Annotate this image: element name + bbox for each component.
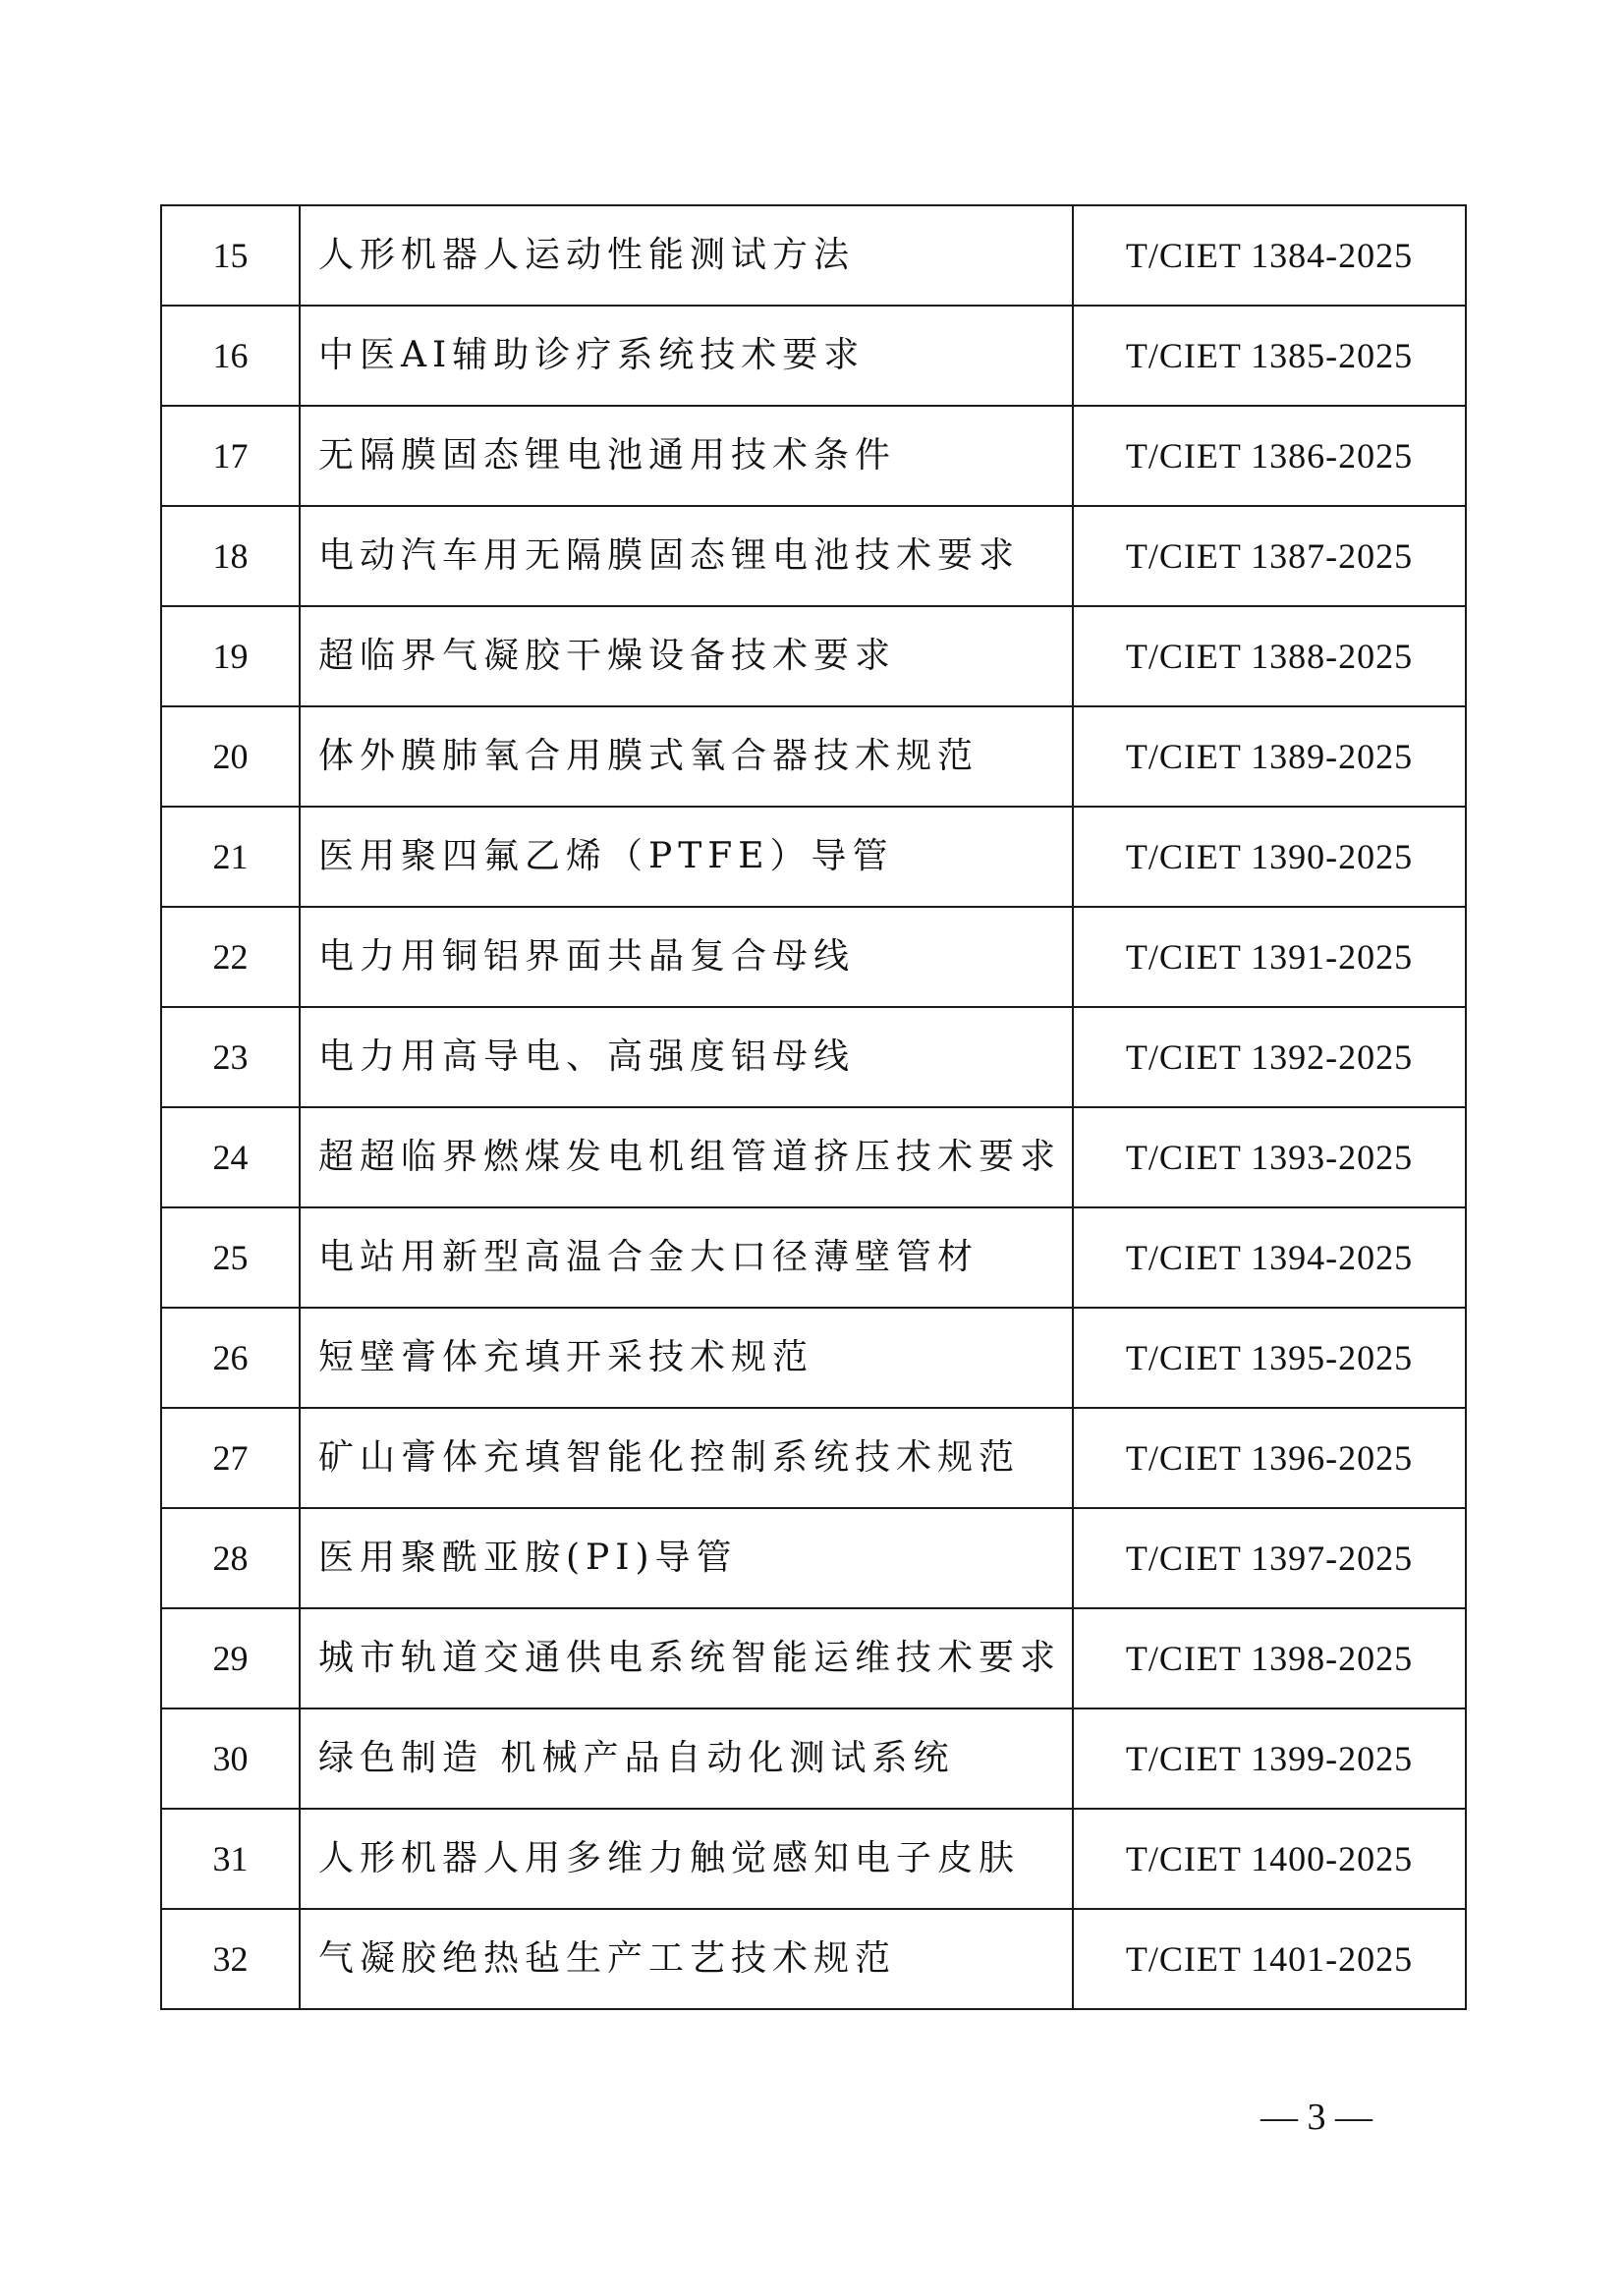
row-number-cell: 28 [161,1508,300,1608]
row-number-cell: 17 [161,406,300,506]
table-row [161,807,1466,907]
row-number-cell: 30 [161,1708,300,1809]
page-number: — 3 — [1260,2097,1372,2138]
standard-name-cell: 短壁膏体充填开采技术规范 [300,1308,1073,1408]
table-row [161,205,1466,306]
table-row [161,1809,1466,1909]
row-number-cell: 18 [161,506,300,606]
standard-name-cell: 电力用高导电、高强度铝母线 [300,1007,1073,1107]
row-number-cell: 21 [161,807,300,907]
standard-name-cell: 绿色制造 机械产品自动化测试系统 [300,1708,1073,1809]
standard-name-cell: 气凝胶绝热毡生产工艺技术规范 [300,1909,1073,2009]
standard-code-cell: T/CIET 1393-2025 [1073,1107,1466,1207]
standard-code-cell: T/CIET 1398-2025 [1073,1608,1466,1708]
table-row [161,1909,1466,2009]
row-number-cell: 29 [161,1608,300,1708]
table-row [161,1408,1466,1508]
table-row [161,506,1466,606]
row-number-cell: 26 [161,1308,300,1408]
row-number-cell: 25 [161,1207,300,1308]
standard-name-cell: 体外膜肺氧合用膜式氧合器技术规范 [300,706,1073,807]
row-number-cell: 23 [161,1007,300,1107]
table-row [161,306,1466,406]
row-number-cell: 27 [161,1408,300,1508]
standard-name-cell: 中医AI辅助诊疗系统技术要求 [300,306,1073,406]
standard-name-cell: 医用聚四氟乙烯（PTFE）导管 [300,807,1073,907]
standard-code-cell: T/CIET 1389-2025 [1073,706,1466,807]
standard-code-cell: T/CIET 1390-2025 [1073,807,1466,907]
standard-name-cell: 超超临界燃煤发电机组管道挤压技术要求 [300,1107,1073,1207]
standard-name-cell: 电站用新型高温合金大口径薄壁管材 [300,1207,1073,1308]
standard-name-cell: 人形机器人运动性能测试方法 [300,205,1073,306]
row-number-cell: 19 [161,606,300,706]
row-number-cell: 22 [161,907,300,1007]
standard-name-cell: 电动汽车用无隔膜固态锂电池技术要求 [300,506,1073,606]
standard-code-cell: T/CIET 1394-2025 [1073,1207,1466,1308]
standard-code-cell: T/CIET 1399-2025 [1073,1708,1466,1809]
standard-code-cell: T/CIET 1400-2025 [1073,1809,1466,1909]
row-number-cell: 20 [161,706,300,807]
table-row [161,1107,1466,1207]
table-row [161,1308,1466,1408]
row-number-cell: 15 [161,205,300,306]
standard-name-cell: 超临界气凝胶干燥设备技术要求 [300,606,1073,706]
table-row [161,1207,1466,1308]
standard-code-cell: T/CIET 1386-2025 [1073,406,1466,506]
standard-code-cell: T/CIET 1391-2025 [1073,907,1466,1007]
standard-name-cell: 无隔膜固态锂电池通用技术条件 [300,406,1073,506]
table-row [161,1508,1466,1608]
row-number-cell: 16 [161,306,300,406]
standard-code-cell: T/CIET 1392-2025 [1073,1007,1466,1107]
standard-name-cell: 医用聚酰亚胺(PI)导管 [300,1508,1073,1608]
standard-code-cell: T/CIET 1385-2025 [1073,306,1466,406]
standard-name-cell: 人形机器人用多维力触觉感知电子皮肤 [300,1809,1073,1909]
standard-code-cell: T/CIET 1387-2025 [1073,506,1466,606]
standard-code-cell: T/CIET 1396-2025 [1073,1408,1466,1508]
standard-code-cell: T/CIET 1397-2025 [1073,1508,1466,1608]
standard-code-cell: T/CIET 1384-2025 [1073,205,1466,306]
table-row [161,907,1466,1007]
standard-code-cell: T/CIET 1401-2025 [1073,1909,1466,2009]
row-number-cell: 24 [161,1107,300,1207]
row-number-cell: 32 [161,1909,300,2009]
table-row [161,706,1466,807]
table-row [161,606,1466,706]
row-number-cell: 31 [161,1809,300,1909]
standards-table-body [161,205,1466,2009]
standard-code-cell: T/CIET 1388-2025 [1073,606,1466,706]
standard-name-cell: 矿山膏体充填智能化控制系统技术规范 [300,1408,1073,1508]
table-row [161,1708,1466,1809]
standards-table [160,204,1467,2010]
standard-name-cell: 城市轨道交通供电系统智能运维技术要求 [300,1608,1073,1708]
table-row [161,1007,1466,1107]
table-row [161,406,1466,506]
standard-name-cell: 电力用铜铝界面共晶复合母线 [300,907,1073,1007]
table-row [161,1608,1466,1708]
standard-code-cell: T/CIET 1395-2025 [1073,1308,1466,1408]
